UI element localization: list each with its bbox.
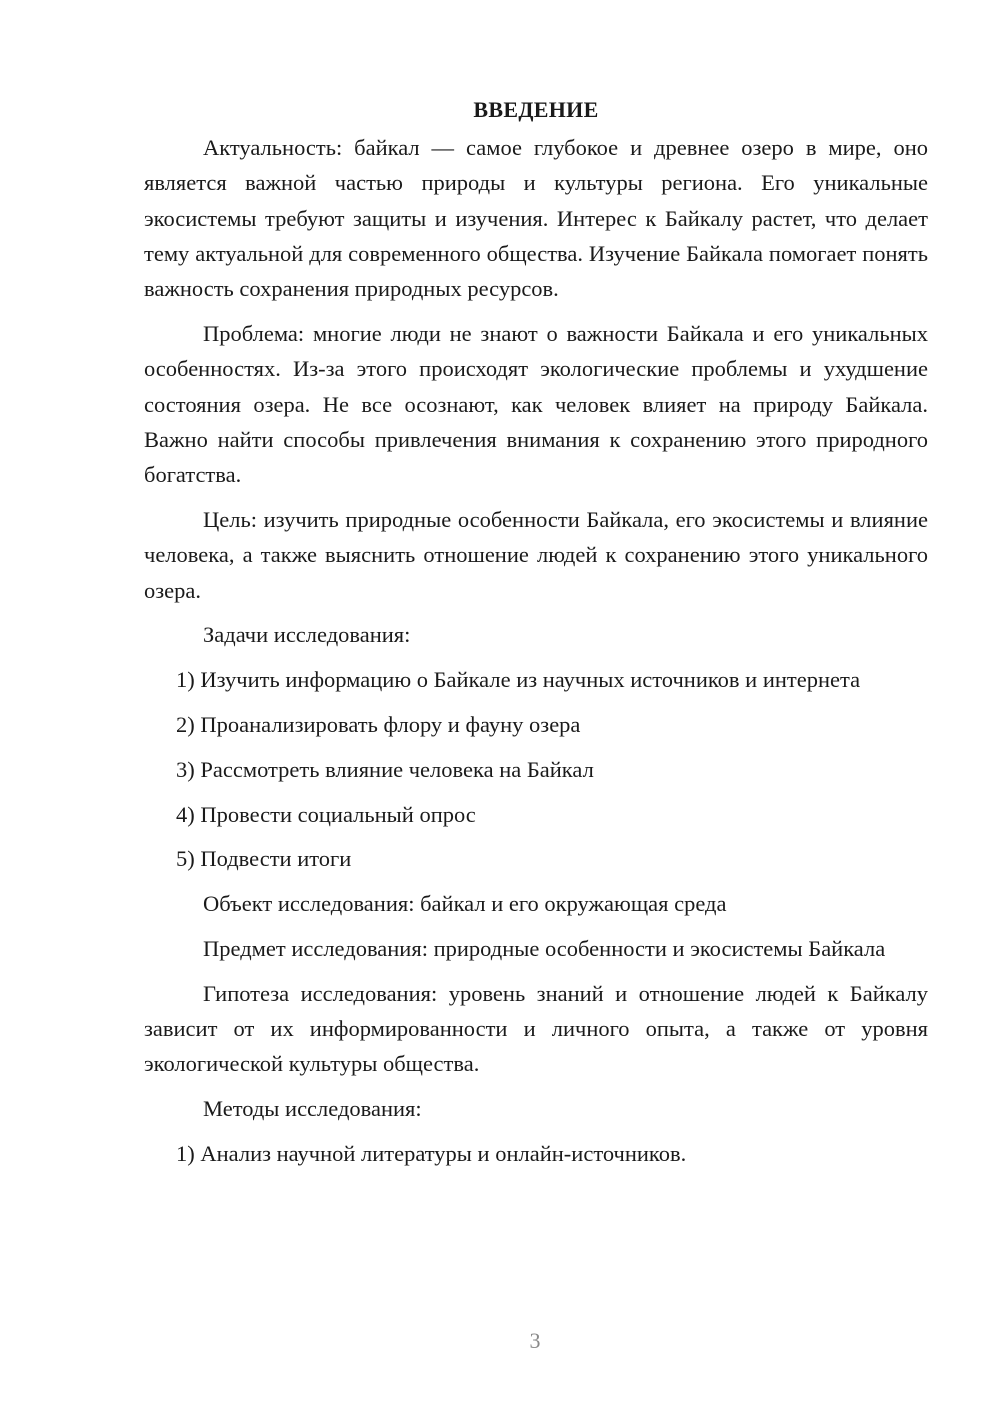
paragraph-object: Объект исследования: байкал и его окружающая среда bbox=[203, 891, 727, 917]
methods-heading: Методы исследования: bbox=[203, 1096, 422, 1122]
tasks-heading: Задачи исследования: bbox=[203, 622, 411, 648]
task-item-1: 1) Изучить информацию о Байкале из научных источников и интернета bbox=[176, 667, 861, 693]
task-item-3: 3) Рассмотреть влияние человека на Байкал bbox=[176, 756, 594, 782]
task-item-5: 5) Подвести итоги bbox=[176, 846, 352, 872]
paragraph-relevance: Актуальность: байкал — самое глубокое и древнее озеро в мире, оно является важной частью природы и культуры региона. Его уникальные экосистемы требуют защиты и изучения. Интерес к Байкалу растет, что делает тему актуальной для современного общества. Изучение Байкала помогает понять важность сохранения природных ресурсов. bbox=[144, 135, 928, 302]
task-item-2: 2) Проанализировать флору и фауну озера bbox=[176, 711, 581, 737]
paragraph-subject: Предмет исследования: природные особенности и экосистемы Байкала bbox=[203, 935, 886, 961]
page-number: 3 bbox=[529, 1328, 541, 1353]
paragraph-problem: Проблема: многие люди не знают о важности Байкала и его уникальных особенностях. Из-за этого происходят экологические проблемы и ухудшение состояния озера. Не все осознают, как человек влияет на природу Байкала. Важно найти способы привлечения внимания к сохранению этого природного богатства. bbox=[144, 320, 928, 488]
task-item-4: 4) Провести социальный опрос bbox=[176, 801, 476, 827]
section-title: ВВЕДЕНИЕ bbox=[473, 97, 599, 122]
method-item-1: 1) Анализ научной литературы и онлайн-источников. bbox=[176, 1140, 687, 1166]
paragraph-goal: Цель: изучить природные особенности Байкала, его экосистемы и влияние человека, а также выяснить отношение людей к сохранению этого уникального озера. bbox=[144, 506, 928, 603]
document-body bbox=[144, 92, 928, 1181]
paragraph-hypothesis: Гипотеза исследования: уровень знаний и отношение людей к Байкалу зависит от их информированности и личного опыта, а также от уровня экологической культуры общества. bbox=[144, 980, 928, 1077]
